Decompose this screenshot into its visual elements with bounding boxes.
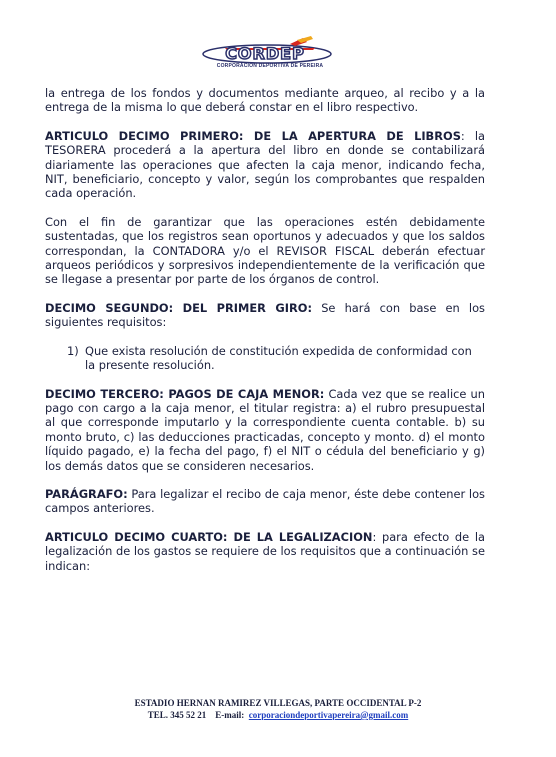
list-item xyxy=(67,344,485,373)
footer-email-label: E-mail: xyxy=(215,710,245,720)
cordep-logo xyxy=(195,34,365,74)
footer-email-link[interactable]: corporaciondeportivapereira@gmail.com xyxy=(248,710,409,720)
article-twelve-text: Se hará con base en los siguientes requisitos: xyxy=(45,300,485,330)
article-eleven-text: : la TESORERA procederá a la apertura del libro en donde se contabilizará diariamente las operaciones que afecten la caja menor, indicando fecha, NIT, beneficiario, concepto y valor, según los comprobantes que respalden cada operación. xyxy=(45,128,485,201)
logo-subtitle: CORPORACION DEPORTIVA DE PEREIRA xyxy=(216,63,324,69)
article-twelve xyxy=(45,301,485,330)
paragraph-arqueos-periodicos: Con el fin de garantizar que las operaciones estén debidamente sustentadas, que los registros sean oportunos y adecuados y que los saldos correspondan, la CONTADORA y/o el REVISOR FISCAL deberán efectuar arqueos periódicos y sorpresivos independientemente de la verificación que se llegase a presentar por parte de los órganos de control. xyxy=(45,214,485,287)
footer-contact xyxy=(0,709,556,721)
article-twelve-title: DECIMO SEGUNDO: DEL PRIMER GIRO: xyxy=(45,300,313,315)
article-fourteen xyxy=(45,530,485,573)
article-fourteen-text: : para efecto de la legalización de los gastos se requiere de los requisitos que a continuación se indican: xyxy=(45,529,485,573)
article-thirteen-title: DECIMO TERCERO: PAGOS DE CAJA MENOR: xyxy=(45,386,325,401)
logo-name: CORDEP xyxy=(225,44,305,63)
article-thirteen-text: Cada vez que se realice un pago con cargo a la caja menor, el titular registra: a) el rubro presupuestal al que corresponde imputarlo y la correspondiente cuenta contable. b) su monto bruto, c) las deducciones practicadas, concepto y monto. d) el monto líquido pagado, e) la fecha del pago, f) el NIT o cédula del beneficiario y g) los demás datos que se consideren necesarios. xyxy=(45,386,485,473)
article-eleven xyxy=(45,129,485,201)
article-eleven-title: ARTICULO DECIMO PRIMERO: DE LA APERTURA DE LIBROS xyxy=(45,128,461,143)
document-body xyxy=(45,86,485,587)
requirements-list xyxy=(45,344,485,373)
article-thirteen xyxy=(45,387,485,473)
paragrafo-text: Para legalizar el recibo de caja menor, éste debe contener los campos anteriores. xyxy=(45,486,485,516)
article-fourteen-title: ARTICULO DECIMO CUARTO: DE LA LEGALIZACION xyxy=(45,529,373,544)
paragrafo-title: PARÁGRAFO: xyxy=(45,486,128,501)
paragraph-arqueo: la entrega de los fondos y documentos mediante arqueo, al recibo y a la entrega de la misma lo que deberá constar en el libro respectivo. xyxy=(45,86,485,115)
paragrafo xyxy=(45,487,485,516)
list-item-text: Que exista resolución de constitución expedida de conformidad con la presente resolución. xyxy=(85,343,472,373)
page-footer xyxy=(0,697,556,721)
footer-tel: TEL. 345 52 21 xyxy=(147,710,207,720)
footer-address: ESTADIO HERNAN RAMIREZ VILLEGAS, PARTE OCCIDENTAL P-2 xyxy=(134,698,422,708)
list-item-number: 1) xyxy=(67,343,79,358)
